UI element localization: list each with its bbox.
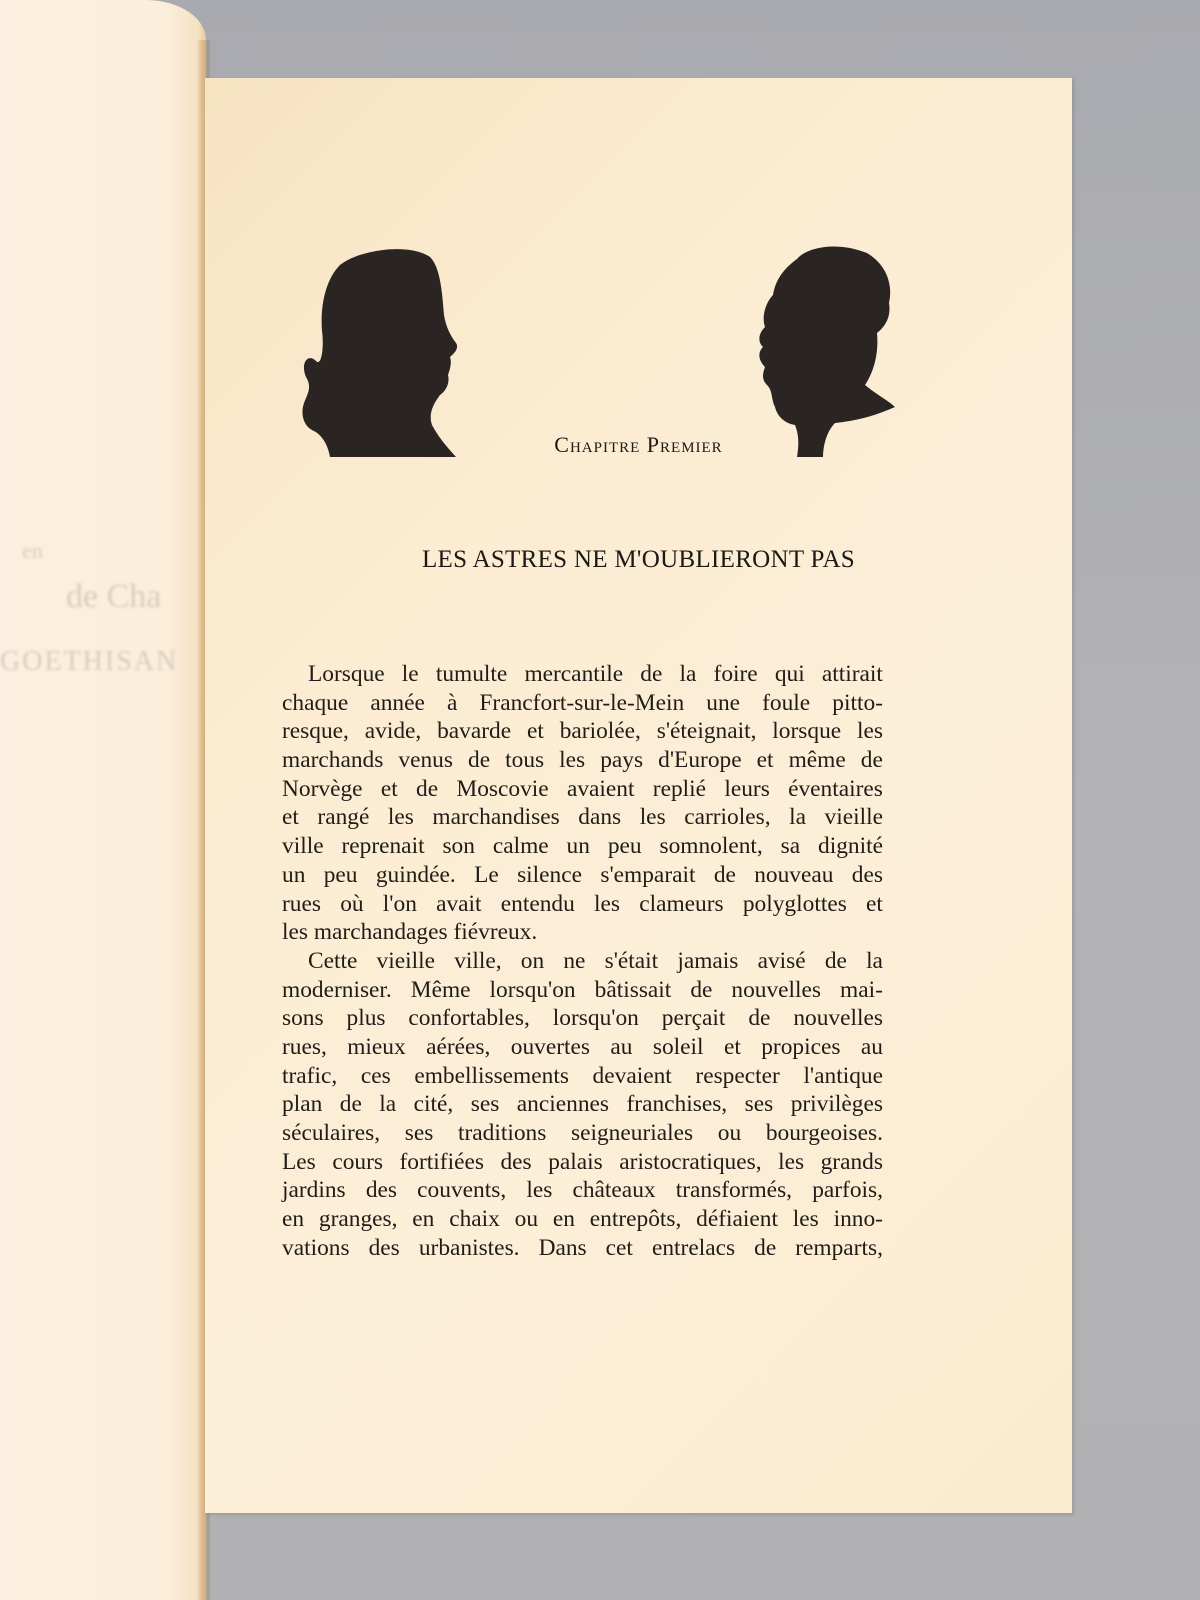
text-line: marchands venus de tous les pays d'Europe et même de (282, 747, 883, 774)
book-page (205, 78, 1072, 1513)
left-page-facing (0, 0, 206, 1600)
text-line: ville reprenait son calme un peu somnolent, sa dignité (282, 833, 883, 860)
chapter-label: Chapitre Premier (554, 432, 723, 457)
text-line: jardins des couvents, les châteaux transformés, parfois, (282, 1177, 883, 1204)
text-line: vations des urbanistes. Dans cet entrelacs de remparts, (282, 1234, 883, 1261)
chapter-title: LES ASTRES NE M'OUBLIERONT PAS (421, 546, 856, 573)
text-line: resque, avide, bavarde et bariolée, s'éteignait, lorsque les (282, 718, 883, 745)
left-page-ghost-text: en (22, 538, 43, 563)
silhouette-portrait-right (727, 245, 895, 457)
text-line: Lorsque le tumulte mercantile de la foire qui attirait (308, 661, 883, 687)
text-line: Cette vieille ville, on ne s'était jamais avisé de la (308, 947, 883, 974)
text-line: les marchandages fiévreux. (282, 919, 538, 946)
chapter-body-text (282, 660, 883, 1262)
text-line: trafic, ces embellissements devaient respecter l'antique (282, 1062, 883, 1089)
text-line: séculaires, ses traditions seigneuriales ou bourgeoises. (282, 1120, 883, 1146)
text-line: Norvège et de Moscovie avaient replié leurs éventaires (282, 775, 883, 802)
text-line: en granges, en chaix ou en entrepôts, défiaient les inno- (282, 1206, 883, 1233)
left-page-ghost-text: GOETHISAN (0, 646, 179, 677)
silhouette-portrait-left (300, 245, 478, 457)
paragraph (282, 947, 883, 1263)
text-line: sons plus confortables, lorsqu'on perçait de nouvelles (282, 1005, 883, 1032)
text-line: et rangé les marchandises dans les carrioles, la vieille (282, 804, 883, 831)
text-line: Les cours fortifiées des palais aristocratiques, les grands (282, 1148, 883, 1175)
left-page-ghost-text: de Cha (66, 578, 162, 615)
paragraph (282, 660, 883, 947)
silhouette-right-shape (759, 246, 895, 457)
text-line: rues où l'on avait entendu les clameurs polyglottes et (282, 890, 883, 917)
text-line: moderniser. Même lorsqu'on bâtissait de nouvelles mai- (282, 976, 883, 1003)
text-line: plan de la cité, ses anciennes franchises, ses privilèges (282, 1091, 883, 1118)
text-line: un peu guindée. Le silence s'emparait de nouveau des (282, 861, 883, 888)
silhouette-left-shape (302, 249, 457, 457)
text-line: chaque année à Francfort-sur-le-Mein une foule pitto- (282, 689, 883, 716)
text-line: rues, mieux aérées, ouvertes au soleil et propices au (282, 1033, 883, 1060)
